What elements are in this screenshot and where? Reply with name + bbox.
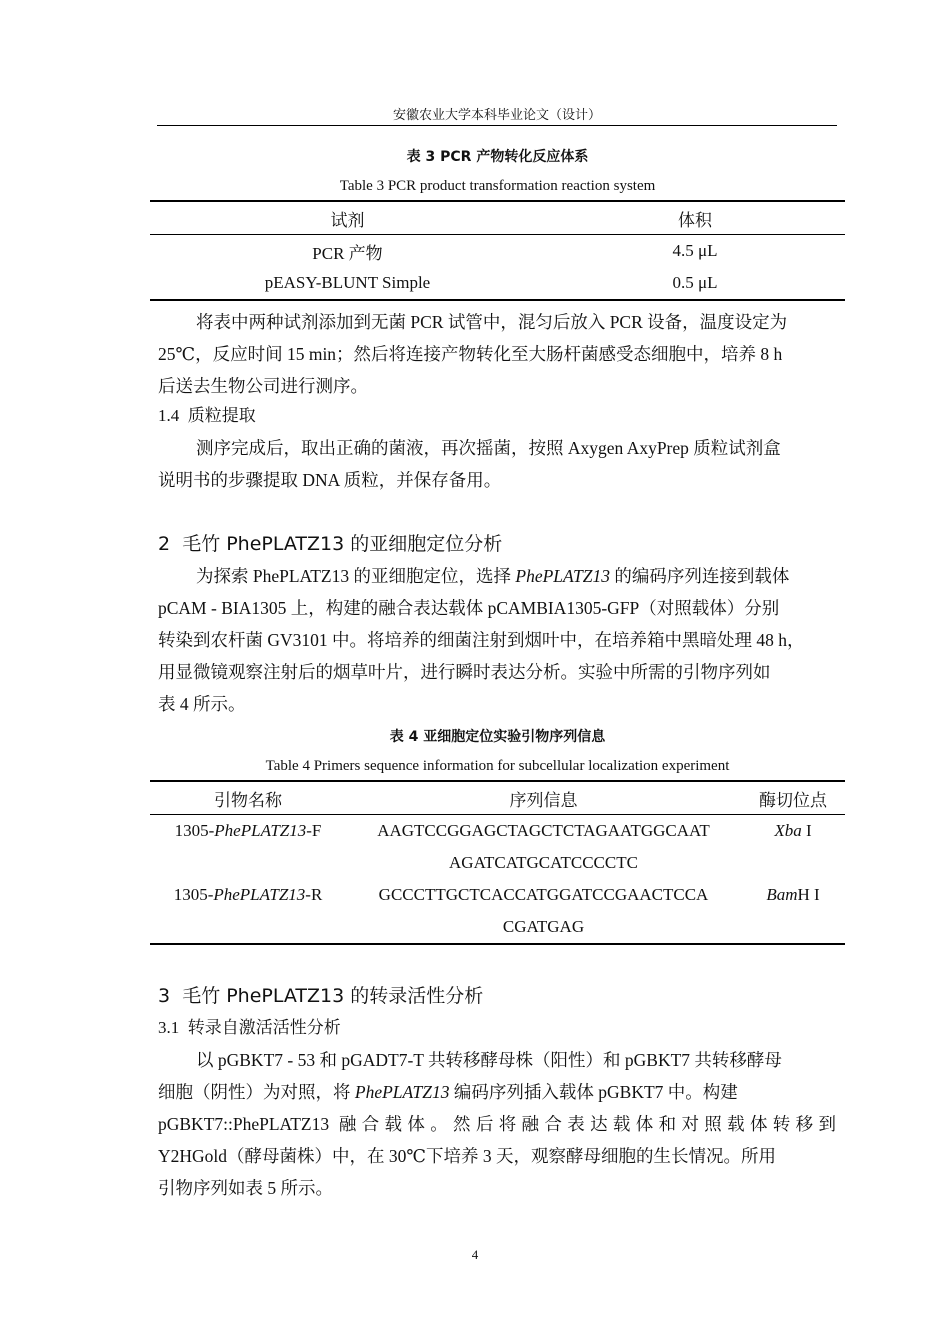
section-heading-3 xyxy=(158,981,483,1008)
text-line: 测序完成后，取出正确的菌液，再次摇菌，按照 Axygen AxyPrep 质粒试剂盒 xyxy=(196,438,781,458)
cell-volume: 4.5 μL xyxy=(672,241,718,260)
text-run: -R xyxy=(305,885,323,904)
text-line: 25℃，反应时间 15 min；然后将连接产物转化至大肠杆菌感受态细胞中，培养 8 h xyxy=(158,344,783,364)
section-heading-3-1 xyxy=(158,1013,341,1038)
section-number: 2 xyxy=(158,533,171,555)
table-header-row xyxy=(150,781,845,815)
cell-primer-name xyxy=(150,879,346,911)
column-header-restriction-site: 酶切位点 xyxy=(741,781,845,815)
section-title: 毛竹 PhePLATZ13 的转录活性分析 xyxy=(182,985,484,1007)
gene-name: PhePLATZ13 xyxy=(213,885,306,904)
paragraph-pcr-procedure xyxy=(158,306,836,402)
cell-empty xyxy=(150,911,346,944)
text-line xyxy=(158,1076,836,1108)
table-row xyxy=(150,815,845,848)
text-run: 1305- xyxy=(173,885,214,904)
text-line: 后送去生物公司进行测序。 xyxy=(158,376,368,396)
table-row-continuation xyxy=(150,847,845,879)
paragraph-subcellular-localization xyxy=(158,560,836,720)
text-run: H I xyxy=(797,885,820,904)
text-line: pCAM - BIA1305 上，构建的融合表达载体 pCAMBIA1305-GFP（对照载体）分别 xyxy=(158,598,780,618)
section-heading-1-4 xyxy=(158,401,256,426)
table4-caption-en: Table 4 Primers sequence information for subcellular localization experiment xyxy=(265,758,730,774)
text-line: 将表中两种试剂添加到无菌 PCR 试管中，混匀后放入 PCR 设备，温度设定为 xyxy=(196,312,788,332)
cell-empty xyxy=(741,847,845,879)
cell-reagent: PCR 产物 xyxy=(312,243,383,263)
table3-caption-en: Table 3 PCR product transformation reaction system xyxy=(339,178,656,194)
table-row-continuation xyxy=(150,911,845,944)
section-heading-2 xyxy=(158,529,502,556)
table-header-row xyxy=(150,201,845,235)
column-header-sequence: 序列信息 xyxy=(346,781,741,815)
page-number: 4 xyxy=(471,1247,479,1262)
gene-name: PhePLATZ13 xyxy=(515,566,611,586)
column-header-reagent: 试剂 xyxy=(150,201,545,235)
text-line: 表 4 所示。 xyxy=(158,694,246,714)
text-run: 编码序列插入载体 pGBKT7 中。构建 xyxy=(449,1082,738,1102)
section-title: 转录自激活活性分析 xyxy=(187,1018,341,1037)
section-title: 质粒提取 xyxy=(187,406,256,425)
table3-caption-cn: 表 3 PCR 产物转化反应体系 xyxy=(406,149,589,165)
text-run: 的编码序列连接到载体 xyxy=(610,566,790,586)
text-run: 为探索 PhePLATZ13 的亚细胞定位，选择 xyxy=(196,566,516,586)
gene-name: PhePLATZ13 xyxy=(354,1082,450,1102)
text-run: Bam xyxy=(766,885,798,904)
text-line: Y2HGold（酵母菌株）中，在 30℃下培养 3 天，观察酵母细胞的生长情况。所用 xyxy=(158,1146,776,1166)
section-title: 毛竹 PhePLATZ13 的亚细胞定位分析 xyxy=(182,533,503,555)
text-run: Xba xyxy=(774,821,802,840)
table-row xyxy=(150,879,845,911)
text-line: pGBKT7::PhePLATZ13 融合载体。然后将融合表达载体和对照载体转移到 xyxy=(158,1114,836,1134)
cell-primer-name xyxy=(150,815,346,848)
text-run: 1305- xyxy=(174,821,215,840)
table3 xyxy=(150,200,845,301)
section-number: 3 xyxy=(158,985,171,1007)
text-line xyxy=(158,560,836,592)
column-header-primer-name: 引物名称 xyxy=(150,781,346,815)
text-run: I xyxy=(801,821,812,840)
text-run: -F xyxy=(306,821,322,840)
cell-empty xyxy=(741,911,845,944)
table4 xyxy=(150,780,845,945)
cell-restriction-site xyxy=(741,815,845,848)
text-line: 以 pGBKT7 - 53 和 pGADT7-T 共转移酵母株（阳性）和 pGBKT7 共转移酵母 xyxy=(196,1050,782,1070)
text-line: 转染到农杆菌 GV3101 中。将培养的细菌注射到烟叶中，在培养箱中黑暗处理 48 h， xyxy=(158,630,805,650)
column-header-volume: 体积 xyxy=(545,201,845,235)
section-number: 3.1 xyxy=(158,1018,180,1037)
text-line: 用显微镜观察注射后的烟草叶片，进行瞬时表达分析。实验中所需的引物序列如 xyxy=(158,662,771,682)
section-number: 1.4 xyxy=(158,406,180,425)
table-row xyxy=(150,235,845,268)
cell-sequence: AAGTCCGGAGCTAGCTCTAGAATGGCAAT xyxy=(377,821,710,840)
text-line: 说明书的步骤提取 DNA 质粒，并保存备用。 xyxy=(158,470,502,490)
cell-reagent: pEASY-BLUNT Simple xyxy=(150,267,545,300)
gene-name: PhePLATZ13 xyxy=(214,821,307,840)
text-line: 引物序列如表 5 所示。 xyxy=(158,1178,333,1198)
paragraph-transcriptional-activation xyxy=(158,1044,836,1204)
text-run: 细胞（阴性）为对照，将 xyxy=(158,1082,355,1102)
cell-restriction-site xyxy=(741,879,845,911)
table4-caption-cn: 表 4 亚细胞定位实验引物序列信息 xyxy=(389,729,606,745)
cell-empty xyxy=(150,847,346,879)
paragraph-plasmid-extraction xyxy=(158,432,836,496)
cell-volume: 0.5 μL xyxy=(545,267,845,300)
cell-sequence-continued: AGATCATGCATCCCCTC xyxy=(449,853,638,872)
header-rule xyxy=(157,125,837,126)
table-row xyxy=(150,267,845,300)
running-header: 安徽农业大学本科毕业论文（设计） xyxy=(392,107,601,122)
cell-sequence: GCCCTTGCTCACCATGGATCCGAACTCCA xyxy=(378,885,709,904)
cell-sequence-continued: CGATGAG xyxy=(346,911,741,944)
